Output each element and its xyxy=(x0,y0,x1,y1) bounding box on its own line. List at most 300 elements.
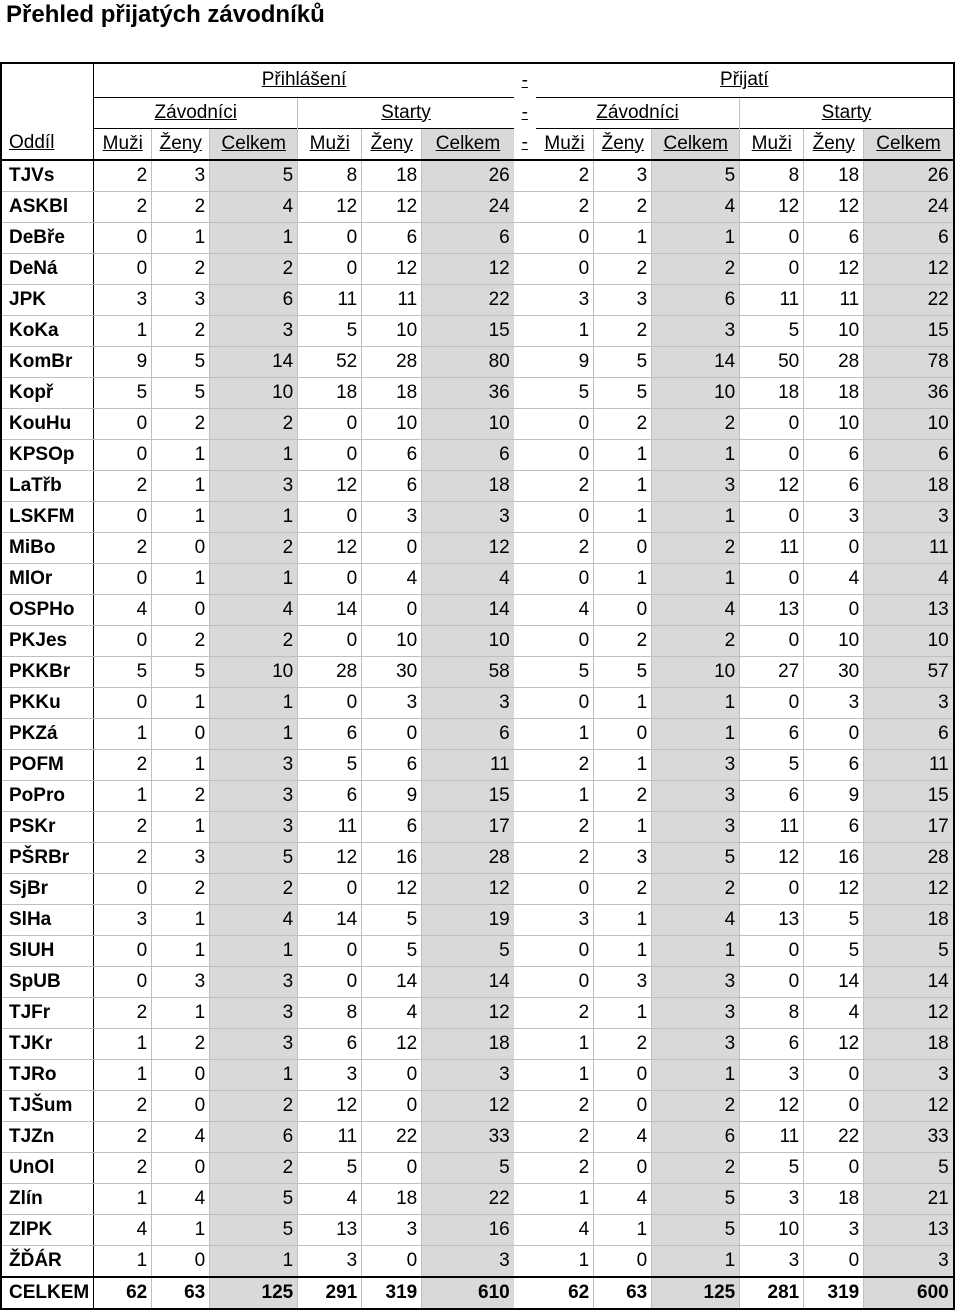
value-cell: 9 xyxy=(362,780,422,811)
value-cell: 1 xyxy=(152,1214,210,1245)
value-cell: 2 xyxy=(210,1152,298,1183)
separator-cell xyxy=(514,780,536,811)
value-cell: 2 xyxy=(152,780,210,811)
table-row xyxy=(1,1214,954,1245)
value-cell: 5 xyxy=(594,346,652,377)
value-cell: 6 xyxy=(298,1028,362,1059)
value-cell: 1 xyxy=(152,749,210,780)
value-cell: 5 xyxy=(94,377,152,408)
table-row xyxy=(1,377,954,408)
value-cell: 0 xyxy=(362,594,422,625)
value-cell: 2 xyxy=(152,625,210,656)
value-cell: 0 xyxy=(152,1090,210,1121)
club-name: SlHa xyxy=(1,904,94,935)
value-cell: 2 xyxy=(94,470,152,501)
value-cell: 78 xyxy=(864,346,954,377)
value-cell: 2 xyxy=(210,1090,298,1121)
table-row xyxy=(1,222,954,253)
value-cell: 5 xyxy=(422,935,514,966)
value-cell: 28 xyxy=(298,656,362,687)
value-cell: 1 xyxy=(94,1245,152,1277)
value-cell: 50 xyxy=(740,346,804,377)
value-cell: 2 xyxy=(652,625,740,656)
value-cell: 3 xyxy=(804,687,864,718)
header-prijati: Přijatí xyxy=(536,63,954,97)
value-cell: 2 xyxy=(94,160,152,192)
value-cell: 2 xyxy=(94,749,152,780)
value-cell: 12 xyxy=(804,1028,864,1059)
separator-cell xyxy=(514,811,536,842)
separator-cell xyxy=(514,1214,536,1245)
value-cell: 6 xyxy=(740,718,804,749)
value-cell: 3 xyxy=(652,811,740,842)
value-cell: 2 xyxy=(536,811,594,842)
table-row xyxy=(1,1152,954,1183)
value-cell: 0 xyxy=(804,594,864,625)
value-cell: 0 xyxy=(362,1090,422,1121)
value-cell: 1 xyxy=(210,718,298,749)
value-cell: 0 xyxy=(536,439,594,470)
separator-cell xyxy=(514,687,536,718)
separator-cell xyxy=(514,563,536,594)
separator-cell xyxy=(514,594,536,625)
value-cell: 10 xyxy=(804,625,864,656)
table-row xyxy=(1,997,954,1028)
value-cell: 3 xyxy=(804,1214,864,1245)
separator-cell xyxy=(514,377,536,408)
value-cell: 5 xyxy=(94,656,152,687)
value-cell: 0 xyxy=(298,563,362,594)
value-cell: 6 xyxy=(422,718,514,749)
value-cell: 11 xyxy=(864,532,954,563)
header-blank xyxy=(1,63,94,97)
club-name: TJKr xyxy=(1,1028,94,1059)
value-cell: 1 xyxy=(210,687,298,718)
value-cell: 5 xyxy=(740,315,804,346)
value-cell: 18 xyxy=(362,377,422,408)
value-cell: 2 xyxy=(536,1152,594,1183)
value-cell: 3 xyxy=(804,501,864,532)
value-cell: 2 xyxy=(652,1090,740,1121)
separator-cell xyxy=(514,873,536,904)
value-cell: 3 xyxy=(152,160,210,192)
value-cell: 1 xyxy=(594,997,652,1028)
value-cell: 281 xyxy=(740,1277,804,1309)
value-cell: 1 xyxy=(94,1028,152,1059)
header-starty: Starty xyxy=(298,97,514,128)
club-name: PŠRBr xyxy=(1,842,94,873)
value-cell: 2 xyxy=(594,625,652,656)
separator-cell xyxy=(514,842,536,873)
value-cell: 18 xyxy=(362,1183,422,1214)
value-cell: 0 xyxy=(536,873,594,904)
value-cell: 3 xyxy=(652,780,740,811)
value-cell: 14 xyxy=(422,966,514,997)
value-cell: 1 xyxy=(652,1059,740,1090)
value-cell: 26 xyxy=(864,160,954,192)
value-cell: 1 xyxy=(594,501,652,532)
value-cell: 2 xyxy=(152,191,210,222)
value-cell: 0 xyxy=(362,532,422,563)
value-cell: 1 xyxy=(594,811,652,842)
table-row xyxy=(1,1183,954,1214)
table-row xyxy=(1,1028,954,1059)
value-cell: 0 xyxy=(594,594,652,625)
club-name: ŽĎÁR xyxy=(1,1245,94,1277)
separator-cell xyxy=(514,656,536,687)
separator-cell xyxy=(514,966,536,997)
value-cell: 63 xyxy=(152,1277,210,1309)
value-cell: 0 xyxy=(740,408,804,439)
value-cell: 3 xyxy=(594,160,652,192)
value-cell: 1 xyxy=(94,718,152,749)
value-cell: 0 xyxy=(298,408,362,439)
value-cell: 5 xyxy=(864,1152,954,1183)
value-cell: 2 xyxy=(536,1121,594,1152)
value-cell: 4 xyxy=(210,594,298,625)
value-cell: 1 xyxy=(152,563,210,594)
value-cell: 18 xyxy=(864,470,954,501)
value-cell: 12 xyxy=(298,532,362,563)
value-cell: 5 xyxy=(298,315,362,346)
header-zeny: Ženy xyxy=(362,128,422,160)
value-cell: 10 xyxy=(652,656,740,687)
value-cell: 1 xyxy=(210,1245,298,1277)
table-row xyxy=(1,718,954,749)
club-name: LaTřb xyxy=(1,470,94,501)
value-cell: 1 xyxy=(536,1059,594,1090)
value-cell: 4 xyxy=(536,1214,594,1245)
value-cell: 11 xyxy=(422,749,514,780)
value-cell: 1 xyxy=(210,935,298,966)
header-dash: - xyxy=(514,63,536,97)
value-cell: 9 xyxy=(804,780,864,811)
value-cell: 1 xyxy=(210,439,298,470)
value-cell: 3 xyxy=(152,284,210,315)
value-cell: 5 xyxy=(298,749,362,780)
value-cell: 0 xyxy=(536,408,594,439)
header-zavodnici: Závodníci xyxy=(536,97,740,128)
value-cell: 11 xyxy=(298,284,362,315)
value-cell: 0 xyxy=(298,687,362,718)
header-celkem: Celkem xyxy=(422,128,514,160)
value-cell: 3 xyxy=(740,1245,804,1277)
value-cell: 11 xyxy=(298,811,362,842)
header-zeny: Ženy xyxy=(594,128,652,160)
value-cell: 13 xyxy=(864,594,954,625)
value-cell: 15 xyxy=(864,315,954,346)
value-cell: 10 xyxy=(210,656,298,687)
value-cell: 1 xyxy=(94,1059,152,1090)
value-cell: 2 xyxy=(594,315,652,346)
value-cell: 0 xyxy=(298,935,362,966)
table-row xyxy=(1,966,954,997)
club-name: MiBo xyxy=(1,532,94,563)
value-cell: 4 xyxy=(652,904,740,935)
club-name: DeBře xyxy=(1,222,94,253)
value-cell: 12 xyxy=(740,470,804,501)
club-name: ASKBl xyxy=(1,191,94,222)
value-cell: 26 xyxy=(422,160,514,192)
value-cell: 4 xyxy=(210,191,298,222)
table-row xyxy=(1,191,954,222)
value-cell: 0 xyxy=(536,687,594,718)
header-zavodnici: Závodníci xyxy=(94,97,298,128)
value-cell: 15 xyxy=(422,315,514,346)
value-cell: 22 xyxy=(422,1183,514,1214)
value-cell: 2 xyxy=(94,997,152,1028)
value-cell: 1 xyxy=(152,470,210,501)
value-cell: 0 xyxy=(94,501,152,532)
value-cell: 18 xyxy=(740,377,804,408)
value-cell: 6 xyxy=(652,1121,740,1152)
total-label: CELKEM xyxy=(1,1277,94,1309)
value-cell: 10 xyxy=(804,315,864,346)
table-body xyxy=(1,160,954,1309)
value-cell: 6 xyxy=(804,439,864,470)
separator-cell xyxy=(514,470,536,501)
value-cell: 5 xyxy=(740,749,804,780)
club-name: KoKa xyxy=(1,315,94,346)
value-cell: 0 xyxy=(804,1059,864,1090)
header-prihlaseni: Přihlášení xyxy=(94,63,514,97)
club-name: UnOl xyxy=(1,1152,94,1183)
separator-cell xyxy=(514,1152,536,1183)
value-cell: 1 xyxy=(594,563,652,594)
value-cell: 3 xyxy=(594,284,652,315)
value-cell: 3 xyxy=(362,687,422,718)
value-cell: 12 xyxy=(740,191,804,222)
value-cell: 12 xyxy=(422,532,514,563)
value-cell: 125 xyxy=(652,1277,740,1309)
header-oddil: Oddíl xyxy=(1,128,94,160)
value-cell: 3 xyxy=(652,966,740,997)
value-cell: 291 xyxy=(298,1277,362,1309)
value-cell: 0 xyxy=(740,935,804,966)
value-cell: 5 xyxy=(298,1152,362,1183)
value-cell: 4 xyxy=(152,1121,210,1152)
value-cell: 2 xyxy=(152,408,210,439)
value-cell: 6 xyxy=(804,811,864,842)
value-cell: 33 xyxy=(422,1121,514,1152)
value-cell: 10 xyxy=(864,408,954,439)
value-cell: 12 xyxy=(298,191,362,222)
value-cell: 2 xyxy=(536,842,594,873)
value-cell: 2 xyxy=(536,997,594,1028)
value-cell: 12 xyxy=(740,842,804,873)
value-cell: 18 xyxy=(864,904,954,935)
separator-cell xyxy=(514,749,536,780)
value-cell: 12 xyxy=(740,1090,804,1121)
value-cell: 5 xyxy=(594,377,652,408)
table-row xyxy=(1,501,954,532)
value-cell: 2 xyxy=(210,873,298,904)
value-cell: 2 xyxy=(152,1028,210,1059)
value-cell: 0 xyxy=(94,408,152,439)
table-row xyxy=(1,1121,954,1152)
value-cell: 6 xyxy=(864,439,954,470)
value-cell: 1 xyxy=(94,315,152,346)
value-cell: 0 xyxy=(594,1152,652,1183)
value-cell: 3 xyxy=(864,1245,954,1277)
table-row xyxy=(1,749,954,780)
value-cell: 16 xyxy=(362,842,422,873)
value-cell: 2 xyxy=(594,253,652,284)
value-cell: 9 xyxy=(536,346,594,377)
value-cell: 3 xyxy=(864,501,954,532)
table-row xyxy=(1,873,954,904)
value-cell: 13 xyxy=(740,904,804,935)
table-row xyxy=(1,625,954,656)
value-cell: 3 xyxy=(864,687,954,718)
value-cell: 0 xyxy=(804,1245,864,1277)
value-cell: 57 xyxy=(864,656,954,687)
value-cell: 6 xyxy=(864,718,954,749)
value-cell: 0 xyxy=(94,625,152,656)
table-row xyxy=(1,1245,954,1277)
value-cell: 0 xyxy=(298,625,362,656)
value-cell: 0 xyxy=(740,439,804,470)
header-blank xyxy=(1,97,94,128)
value-cell: 12 xyxy=(362,191,422,222)
value-cell: 2 xyxy=(94,1121,152,1152)
separator-cell xyxy=(514,1183,536,1214)
value-cell: 0 xyxy=(740,966,804,997)
value-cell: 1 xyxy=(152,439,210,470)
value-cell: 36 xyxy=(864,377,954,408)
value-cell: 2 xyxy=(536,749,594,780)
value-cell: 0 xyxy=(362,718,422,749)
value-cell: 3 xyxy=(422,501,514,532)
value-cell: 0 xyxy=(94,687,152,718)
value-cell: 2 xyxy=(594,191,652,222)
value-cell: 2 xyxy=(94,1152,152,1183)
club-name: DeNá xyxy=(1,253,94,284)
value-cell: 3 xyxy=(652,749,740,780)
value-cell: 18 xyxy=(804,1183,864,1214)
value-cell: 14 xyxy=(298,904,362,935)
value-cell: 0 xyxy=(804,1152,864,1183)
value-cell: 6 xyxy=(210,1121,298,1152)
value-cell: 0 xyxy=(362,1152,422,1183)
value-cell: 18 xyxy=(864,1028,954,1059)
value-cell: 3 xyxy=(362,501,422,532)
value-cell: 4 xyxy=(536,594,594,625)
value-cell: 1 xyxy=(594,935,652,966)
value-cell: 0 xyxy=(362,1059,422,1090)
value-cell: 10 xyxy=(210,377,298,408)
value-cell: 1 xyxy=(652,439,740,470)
separator-cell xyxy=(514,315,536,346)
value-cell: 0 xyxy=(94,222,152,253)
value-cell: 6 xyxy=(422,222,514,253)
value-cell: 2 xyxy=(210,532,298,563)
club-name: KouHu xyxy=(1,408,94,439)
value-cell: 6 xyxy=(362,439,422,470)
value-cell: 3 xyxy=(740,1183,804,1214)
value-cell: 1 xyxy=(536,780,594,811)
value-cell: 5 xyxy=(740,1152,804,1183)
value-cell: 3 xyxy=(210,811,298,842)
separator-cell xyxy=(514,253,536,284)
value-cell: 11 xyxy=(740,811,804,842)
value-cell: 24 xyxy=(422,191,514,222)
value-cell: 11 xyxy=(362,284,422,315)
value-cell: 0 xyxy=(536,563,594,594)
value-cell: 4 xyxy=(594,1121,652,1152)
table-row xyxy=(1,780,954,811)
club-name: TJŠum xyxy=(1,1090,94,1121)
value-cell: 0 xyxy=(804,718,864,749)
value-cell: 2 xyxy=(594,780,652,811)
value-cell: 6 xyxy=(740,1028,804,1059)
value-cell: 3 xyxy=(210,997,298,1028)
separator-cell xyxy=(514,346,536,377)
club-name: JPK xyxy=(1,284,94,315)
value-cell: 5 xyxy=(652,1183,740,1214)
value-cell: 4 xyxy=(362,563,422,594)
value-cell: 5 xyxy=(594,656,652,687)
value-cell: 0 xyxy=(594,532,652,563)
table-row xyxy=(1,439,954,470)
value-cell: 0 xyxy=(536,625,594,656)
value-cell: 0 xyxy=(740,222,804,253)
value-cell: 610 xyxy=(422,1277,514,1309)
separator-cell xyxy=(514,904,536,935)
value-cell: 2 xyxy=(652,873,740,904)
separator-cell xyxy=(514,1028,536,1059)
header-muzi: Muži xyxy=(740,128,804,160)
club-name: KomBr xyxy=(1,346,94,377)
value-cell: 0 xyxy=(152,1245,210,1277)
value-cell: 6 xyxy=(652,284,740,315)
value-cell: 1 xyxy=(152,501,210,532)
value-cell: 11 xyxy=(298,1121,362,1152)
value-cell: 2 xyxy=(210,408,298,439)
value-cell: 0 xyxy=(94,966,152,997)
value-cell: 1 xyxy=(594,439,652,470)
value-cell: 1 xyxy=(652,1245,740,1277)
separator-cell xyxy=(514,1059,536,1090)
table-row xyxy=(1,284,954,315)
value-cell: 4 xyxy=(422,563,514,594)
value-cell: 3 xyxy=(210,966,298,997)
value-cell: 1 xyxy=(652,563,740,594)
value-cell: 4 xyxy=(152,1183,210,1214)
value-cell: 18 xyxy=(804,377,864,408)
value-cell: 30 xyxy=(804,656,864,687)
value-cell: 1 xyxy=(210,222,298,253)
separator-cell xyxy=(514,439,536,470)
value-cell: 6 xyxy=(362,749,422,780)
value-cell: 5 xyxy=(536,377,594,408)
value-cell: 0 xyxy=(298,439,362,470)
club-name: Kopř xyxy=(1,377,94,408)
value-cell: 0 xyxy=(298,501,362,532)
value-cell: 319 xyxy=(804,1277,864,1309)
value-cell: 3 xyxy=(210,470,298,501)
value-cell: 0 xyxy=(298,222,362,253)
value-cell: 4 xyxy=(804,563,864,594)
value-cell: 0 xyxy=(536,253,594,284)
value-cell: 11 xyxy=(740,284,804,315)
club-name: LSKFM xyxy=(1,501,94,532)
value-cell: 2 xyxy=(652,253,740,284)
value-cell: 24 xyxy=(864,191,954,222)
value-cell: 5 xyxy=(152,656,210,687)
value-cell: 6 xyxy=(804,222,864,253)
value-cell: 4 xyxy=(210,904,298,935)
